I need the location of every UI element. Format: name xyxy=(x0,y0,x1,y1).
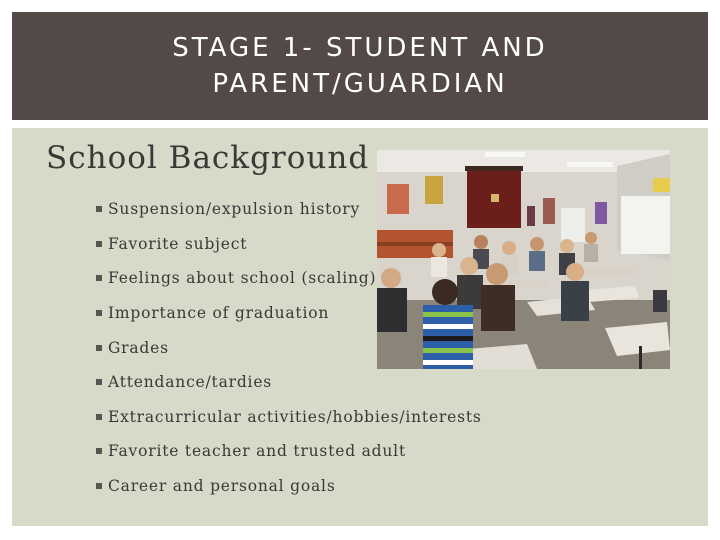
bullet-icon xyxy=(96,241,102,247)
bullet-icon xyxy=(96,414,102,420)
title-bar xyxy=(12,12,708,120)
bullet-item xyxy=(96,434,482,469)
bullet-text: Grades xyxy=(108,338,169,357)
slide-title-line-1: STAGE 1- STUDENT AND xyxy=(172,33,548,63)
section-heading: School Background xyxy=(46,140,370,176)
slide-title-line-2: PARENT/GUARDIAN xyxy=(212,69,508,99)
bullet-item xyxy=(96,400,482,435)
bullet-icon xyxy=(96,310,102,316)
bullet-icon xyxy=(96,483,102,489)
bullet-text: Importance of graduation xyxy=(108,304,330,323)
bullet-text: Career and personal goals xyxy=(108,477,336,496)
bullet-icon xyxy=(96,206,102,212)
bullet-text: Favorite teacher and trusted adult xyxy=(108,442,406,461)
bullet-text: Suspension/expulsion history xyxy=(108,200,361,219)
bullet-text: Feelings about school (scaling) xyxy=(108,269,377,288)
bullet-item xyxy=(96,365,482,400)
classroom-photo xyxy=(377,150,670,369)
bullet-icon xyxy=(96,448,102,454)
bullet-item xyxy=(96,469,482,504)
bullet-icon xyxy=(96,345,102,351)
bullet-text: Attendance/tardies xyxy=(108,373,273,392)
bullet-icon xyxy=(96,275,102,281)
bullet-text: Extracurricular activities/hobbies/interests xyxy=(108,407,482,426)
bullet-text: Favorite subject xyxy=(108,234,248,253)
bullet-icon xyxy=(96,379,102,385)
